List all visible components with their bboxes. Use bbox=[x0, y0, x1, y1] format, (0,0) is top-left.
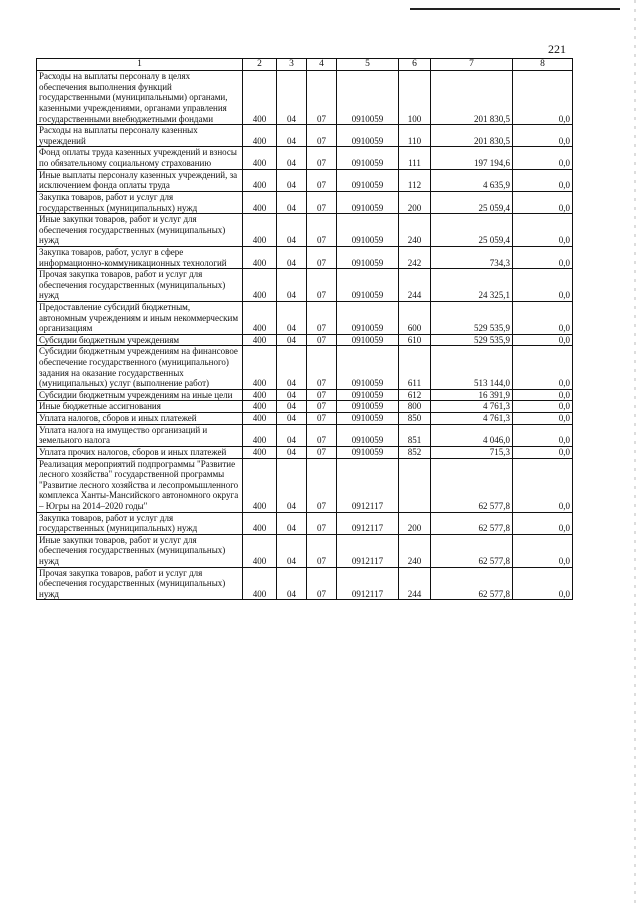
target-article-cell: 0910059 bbox=[337, 246, 399, 268]
table-row bbox=[37, 446, 573, 458]
target-article-cell: 0912117 bbox=[337, 534, 399, 567]
subsection-cell: 07 bbox=[307, 389, 337, 401]
amount-cell-2: 0,0 bbox=[513, 334, 573, 346]
amount-cell-2: 0,0 bbox=[513, 413, 573, 425]
admin-code-cell: 400 bbox=[243, 125, 277, 147]
amount-cell: 62 577,8 bbox=[431, 567, 513, 600]
admin-code-cell: 400 bbox=[243, 424, 277, 446]
target-article-cell: 0910059 bbox=[337, 214, 399, 247]
section-cell: 04 bbox=[277, 334, 307, 346]
section-cell: 04 bbox=[277, 534, 307, 567]
table-row bbox=[37, 413, 573, 425]
row-label: Уплата налога на имущество организаций и земельного налога bbox=[37, 424, 243, 446]
admin-code-cell: 400 bbox=[243, 269, 277, 302]
expense-type-cell: 242 bbox=[399, 246, 431, 268]
target-article-cell: 0910059 bbox=[337, 191, 399, 213]
admin-code-cell: 400 bbox=[243, 401, 277, 413]
row-label: Субсидии бюджетным учреждениям bbox=[37, 334, 243, 346]
expense-type-cell: 112 bbox=[399, 169, 431, 191]
section-cell: 04 bbox=[277, 246, 307, 268]
table-row bbox=[37, 334, 573, 346]
amount-cell: 4 635,9 bbox=[431, 169, 513, 191]
scan-edge-mark bbox=[634, 0, 636, 905]
expense-type-cell: 200 bbox=[399, 512, 431, 534]
admin-code-cell: 400 bbox=[243, 334, 277, 346]
amount-cell: 201 830,5 bbox=[431, 71, 513, 125]
table-body bbox=[37, 71, 573, 600]
admin-code-cell: 400 bbox=[243, 567, 277, 600]
column-header: 8 bbox=[513, 59, 573, 71]
row-label: Предоставление субсидий бюджетным, автономным учреждениям и иным некоммерческим организациям bbox=[37, 302, 243, 335]
admin-code-cell: 400 bbox=[243, 214, 277, 247]
subsection-cell: 07 bbox=[307, 246, 337, 268]
target-article-cell: 0910059 bbox=[337, 269, 399, 302]
amount-cell: 201 830,5 bbox=[431, 125, 513, 147]
subsection-cell: 07 bbox=[307, 334, 337, 346]
target-article-cell: 0910059 bbox=[337, 334, 399, 346]
amount-cell-2: 0,0 bbox=[513, 302, 573, 335]
table-row bbox=[37, 458, 573, 512]
amount-cell-2: 0,0 bbox=[513, 169, 573, 191]
expense-type-cell: 611 bbox=[399, 346, 431, 389]
expense-type-cell bbox=[399, 458, 431, 512]
column-header: 3 bbox=[277, 59, 307, 71]
row-label: Закупка товаров, работ, услуг в сфере информационно-коммуникационных технологий bbox=[37, 246, 243, 268]
target-article-cell: 0910059 bbox=[337, 346, 399, 389]
expense-type-cell: 800 bbox=[399, 401, 431, 413]
column-header: 2 bbox=[243, 59, 277, 71]
section-cell: 04 bbox=[277, 125, 307, 147]
target-article-cell: 0912117 bbox=[337, 512, 399, 534]
target-article-cell: 0910059 bbox=[337, 446, 399, 458]
subsection-cell: 07 bbox=[307, 169, 337, 191]
expense-type-cell: 110 bbox=[399, 125, 431, 147]
target-article-cell: 0912117 bbox=[337, 458, 399, 512]
expense-type-cell: 850 bbox=[399, 413, 431, 425]
amount-cell-2: 0,0 bbox=[513, 458, 573, 512]
admin-code-cell: 400 bbox=[243, 534, 277, 567]
row-label: Иные закупки товаров, работ и услуг для обеспечения государственных (муниципальных) нужд bbox=[37, 534, 243, 567]
column-number-row bbox=[37, 59, 573, 71]
subsection-cell: 07 bbox=[307, 125, 337, 147]
amount-cell-2: 0,0 bbox=[513, 147, 573, 169]
table-row bbox=[37, 389, 573, 401]
amount-cell-2: 0,0 bbox=[513, 446, 573, 458]
expense-type-cell: 240 bbox=[399, 214, 431, 247]
table-row bbox=[37, 147, 573, 169]
row-label: Реализация мероприятий подпрограммы "Развитие лесного хозяйства" государственной программы "Развитие лесного хозяйства и лесопромышленного комплекса Ханты-Мансийского автономного округа – Югры на 2014–2020 годы" bbox=[37, 458, 243, 512]
amount-cell: 16 391,9 bbox=[431, 389, 513, 401]
target-article-cell: 0910059 bbox=[337, 71, 399, 125]
expense-type-cell: 600 bbox=[399, 302, 431, 335]
table-row bbox=[37, 302, 573, 335]
column-header: 6 bbox=[399, 59, 431, 71]
amount-cell: 62 577,8 bbox=[431, 458, 513, 512]
budget-table bbox=[36, 58, 573, 600]
admin-code-cell: 400 bbox=[243, 346, 277, 389]
section-cell: 04 bbox=[277, 169, 307, 191]
expense-type-cell: 240 bbox=[399, 534, 431, 567]
table-row bbox=[37, 125, 573, 147]
admin-code-cell: 400 bbox=[243, 302, 277, 335]
subsection-cell: 07 bbox=[307, 191, 337, 213]
section-cell: 04 bbox=[277, 512, 307, 534]
subsection-cell: 07 bbox=[307, 512, 337, 534]
expense-type-cell: 100 bbox=[399, 71, 431, 125]
table-row bbox=[37, 269, 573, 302]
amount-cell: 734,3 bbox=[431, 246, 513, 268]
table-row bbox=[37, 567, 573, 600]
amount-cell: 62 577,8 bbox=[431, 512, 513, 534]
expense-type-cell: 851 bbox=[399, 424, 431, 446]
amount-cell-2: 0,0 bbox=[513, 424, 573, 446]
target-article-cell: 0910059 bbox=[337, 147, 399, 169]
table-row bbox=[37, 512, 573, 534]
amount-cell-2: 0,0 bbox=[513, 125, 573, 147]
row-label: Субсидии бюджетным учреждениям на финансовое обеспечение государственного (муниципального) задания на оказание государственных (муниципальных) услуг (выполнение работ) bbox=[37, 346, 243, 389]
amount-cell-2: 0,0 bbox=[513, 71, 573, 125]
table-row bbox=[37, 71, 573, 125]
subsection-cell: 07 bbox=[307, 302, 337, 335]
admin-code-cell: 400 bbox=[243, 169, 277, 191]
amount-cell-2: 0,0 bbox=[513, 214, 573, 247]
section-cell: 04 bbox=[277, 446, 307, 458]
row-label: Закупка товаров, работ и услуг для государственных (муниципальных) нужд bbox=[37, 512, 243, 534]
amount-cell: 4 046,0 bbox=[431, 424, 513, 446]
admin-code-cell: 400 bbox=[243, 458, 277, 512]
row-label: Закупка товаров, работ и услуг для государственных (муниципальных) нужд bbox=[37, 191, 243, 213]
target-article-cell: 0910059 bbox=[337, 302, 399, 335]
target-article-cell: 0910059 bbox=[337, 413, 399, 425]
subsection-cell: 07 bbox=[307, 269, 337, 302]
section-cell: 04 bbox=[277, 401, 307, 413]
section-cell: 04 bbox=[277, 191, 307, 213]
expense-type-cell: 610 bbox=[399, 334, 431, 346]
amount-cell: 4 761,3 bbox=[431, 401, 513, 413]
target-article-cell: 0912117 bbox=[337, 567, 399, 600]
amount-cell: 24 325,1 bbox=[431, 269, 513, 302]
column-header: 4 bbox=[307, 59, 337, 71]
amount-cell-2: 0,0 bbox=[513, 534, 573, 567]
row-label: Субсидии бюджетным учреждениям на иные цели bbox=[37, 389, 243, 401]
admin-code-cell: 400 bbox=[243, 191, 277, 213]
section-cell: 04 bbox=[277, 458, 307, 512]
amount-cell: 62 577,8 bbox=[431, 534, 513, 567]
amount-cell: 25 059,4 bbox=[431, 191, 513, 213]
admin-code-cell: 400 bbox=[243, 71, 277, 125]
section-cell: 04 bbox=[277, 147, 307, 169]
admin-code-cell: 400 bbox=[243, 147, 277, 169]
subsection-cell: 07 bbox=[307, 147, 337, 169]
amount-cell-2: 0,0 bbox=[513, 246, 573, 268]
expense-type-cell: 111 bbox=[399, 147, 431, 169]
amount-cell-2: 0,0 bbox=[513, 512, 573, 534]
amount-cell: 4 761,3 bbox=[431, 413, 513, 425]
section-cell: 04 bbox=[277, 214, 307, 247]
admin-code-cell: 400 bbox=[243, 446, 277, 458]
row-label: Прочая закупка товаров, работ и услуг для обеспечения государственных (муниципальных) нужд bbox=[37, 269, 243, 302]
table-row bbox=[37, 401, 573, 413]
table-row bbox=[37, 214, 573, 247]
expense-type-cell: 852 bbox=[399, 446, 431, 458]
table-row bbox=[37, 534, 573, 567]
admin-code-cell: 400 bbox=[243, 413, 277, 425]
section-cell: 04 bbox=[277, 413, 307, 425]
admin-code-cell: 400 bbox=[243, 512, 277, 534]
expense-type-cell: 612 bbox=[399, 389, 431, 401]
subsection-cell: 07 bbox=[307, 413, 337, 425]
top-rule bbox=[410, 8, 620, 10]
subsection-cell: 07 bbox=[307, 401, 337, 413]
table-row bbox=[37, 169, 573, 191]
column-header: 5 bbox=[337, 59, 399, 71]
row-label: Иные закупки товаров, работ и услуг для обеспечения государственных (муниципальных) нужд bbox=[37, 214, 243, 247]
target-article-cell: 0910059 bbox=[337, 125, 399, 147]
table-row bbox=[37, 246, 573, 268]
amount-cell-2: 0,0 bbox=[513, 401, 573, 413]
row-label: Прочая закупка товаров, работ и услуг для обеспечения государственных (муниципальных) нужд bbox=[37, 567, 243, 600]
table-row bbox=[37, 346, 573, 389]
subsection-cell: 07 bbox=[307, 458, 337, 512]
row-label: Расходы на выплаты персоналу казенных учреждений bbox=[37, 125, 243, 147]
section-cell: 04 bbox=[277, 71, 307, 125]
expense-type-cell: 244 bbox=[399, 269, 431, 302]
row-label: Уплата прочих налогов, сборов и иных платежей bbox=[37, 446, 243, 458]
section-cell: 04 bbox=[277, 567, 307, 600]
section-cell: 04 bbox=[277, 389, 307, 401]
amount-cell-2: 0,0 bbox=[513, 269, 573, 302]
expense-type-cell: 244 bbox=[399, 567, 431, 600]
amount-cell: 529 535,9 bbox=[431, 302, 513, 335]
target-article-cell: 0910059 bbox=[337, 389, 399, 401]
expense-type-cell: 200 bbox=[399, 191, 431, 213]
section-cell: 04 bbox=[277, 424, 307, 446]
page-number: 221 bbox=[548, 42, 566, 56]
target-article-cell: 0910059 bbox=[337, 401, 399, 413]
subsection-cell: 07 bbox=[307, 446, 337, 458]
subsection-cell: 07 bbox=[307, 346, 337, 389]
subsection-cell: 07 bbox=[307, 71, 337, 125]
row-label: Уплата налогов, сборов и иных платежей bbox=[37, 413, 243, 425]
section-cell: 04 bbox=[277, 346, 307, 389]
admin-code-cell: 400 bbox=[243, 246, 277, 268]
section-cell: 04 bbox=[277, 269, 307, 302]
column-header: 1 bbox=[37, 59, 243, 71]
row-label: Расходы на выплаты персоналу в целях обеспечения выполнения функций государственными (муниципальными) органами, казенными учреждениями, органами управления государственными внебюджетными фондами bbox=[37, 71, 243, 125]
amount-cell: 25 059,4 bbox=[431, 214, 513, 247]
section-cell: 04 bbox=[277, 302, 307, 335]
amount-cell-2: 0,0 bbox=[513, 389, 573, 401]
amount-cell-2: 0,0 bbox=[513, 567, 573, 600]
admin-code-cell: 400 bbox=[243, 389, 277, 401]
amount-cell-2: 0,0 bbox=[513, 191, 573, 213]
amount-cell: 513 144,0 bbox=[431, 346, 513, 389]
row-label: Иные бюджетные ассигнования bbox=[37, 401, 243, 413]
subsection-cell: 07 bbox=[307, 567, 337, 600]
target-article-cell: 0910059 bbox=[337, 169, 399, 191]
table-row bbox=[37, 424, 573, 446]
table-row bbox=[37, 191, 573, 213]
subsection-cell: 07 bbox=[307, 214, 337, 247]
amount-cell: 529 535,9 bbox=[431, 334, 513, 346]
subsection-cell: 07 bbox=[307, 424, 337, 446]
amount-cell: 715,3 bbox=[431, 446, 513, 458]
amount-cell: 197 194,6 bbox=[431, 147, 513, 169]
subsection-cell: 07 bbox=[307, 534, 337, 567]
row-label: Иные выплаты персоналу казенных учреждений, за исключением фонда оплаты труда bbox=[37, 169, 243, 191]
target-article-cell: 0910059 bbox=[337, 424, 399, 446]
row-label: Фонд оплаты труда казенных учреждений и взносы по обязательному социальному страхованию bbox=[37, 147, 243, 169]
amount-cell-2: 0,0 bbox=[513, 346, 573, 389]
column-header: 7 bbox=[431, 59, 513, 71]
